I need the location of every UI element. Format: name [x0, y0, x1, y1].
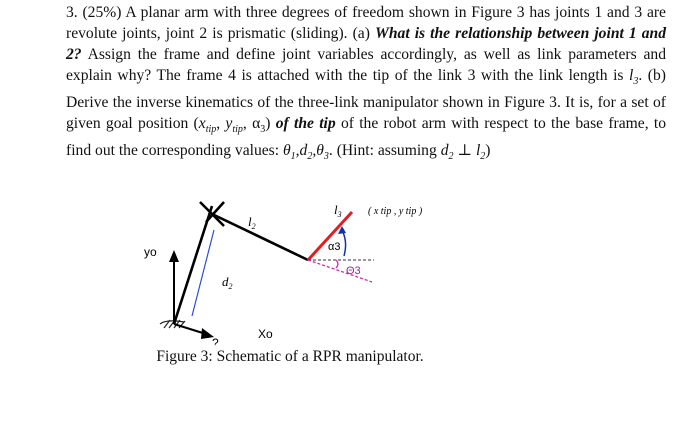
problem-text-6: . (Hint: assuming: [328, 142, 437, 160]
d2-label: $d_2$: [222, 274, 233, 291]
var-ytip: $y_{tip}$: [225, 115, 243, 136]
problem-text-5: of the robot arm with respect to the base frame, to find out the corresponding values:: [66, 115, 666, 160]
y0-arrowhead: [169, 250, 179, 262]
problem-statement: [66, 2, 666, 167]
problem-text-1: A planar arm with three degrees of freedom shown in Figure 3 has joints 1 and 3 are revolute joints, joint 2 is prismatic (sliding). (a): [66, 4, 666, 42]
problem-paragraph: 3. (25%) A planar arm with three degrees of freedom shown in Figure 3 has joints 1 and 3 are revolute joints, joint 2 is prismatic (sliding). (a) What is the relationship between joint 1 and 2? Assign the frame and define joint variables accordingly, as well as link parameters and explain why? The frame 4 is attached with the tip of the link 3 with the link length is $l_3$. (b) Derive the inverse kinematics of the three-link manipulator shown in Figure 3. It is, for a set of given goal position ($x_{tip}$, $y_{tip}$, $\alpha_3$) of the tip of the robot arm with respect to the base frame, to find out the corresponding values: $\theta_1,d_2,\theta_3$. (Hint: assuming $d_2$ ⊥ $l_2$): [66, 4, 666, 163]
alpha3-label: α3: [328, 241, 341, 253]
problem-text-2: Assign the frame and define joint variables accordingly, as well as link parameters and explain why? The frame 4 is attached with the tip of the link 3 with the link length is: [66, 46, 666, 84]
l2-label: $l_2$: [248, 214, 256, 231]
x0-label: Xo: [258, 327, 273, 341]
problem-text-7: ): [485, 142, 491, 160]
var-hint: $d_2$ ⊥ $l_2$: [440, 142, 486, 163]
link-1: [174, 206, 212, 324]
link-2: [212, 214, 308, 260]
theta3-label: Θ3: [346, 265, 361, 277]
question-mark: ?: [212, 336, 219, 346]
problem-number: 3. (25%): [66, 4, 122, 21]
y0-label: yo: [144, 245, 157, 259]
l3-label: $l_3$: [334, 202, 342, 219]
x0-axis: [174, 324, 206, 334]
rpr-manipulator-figure: [140, 176, 460, 346]
alpha3-arrow: [342, 230, 346, 256]
tip-coordinate-label: ( x tip , y tip ): [368, 206, 423, 217]
theta3-arc: [336, 260, 338, 268]
d2-indicator: [192, 230, 214, 316]
problem-text-4: ): [265, 115, 271, 133]
problem-text-3: . (b) Derive the inverse kinematics of the three-link manipulator shown in Figure 3. It is, for a set of given goal position (: [66, 67, 666, 133]
var-xtip: $x_{tip}$: [198, 115, 217, 136]
figure-caption: Figure 3: Schematic of a RPR manipulator.: [156, 348, 424, 365]
theta3-dashed: [308, 260, 372, 282]
var-l3: $l_3$: [629, 67, 639, 88]
question-tip: of the tip: [275, 115, 336, 133]
var-theta-list: $\theta_1,d_2,\theta_3$: [282, 142, 329, 163]
question-a: What is the relationship between joint 1 and 2?: [66, 25, 666, 63]
